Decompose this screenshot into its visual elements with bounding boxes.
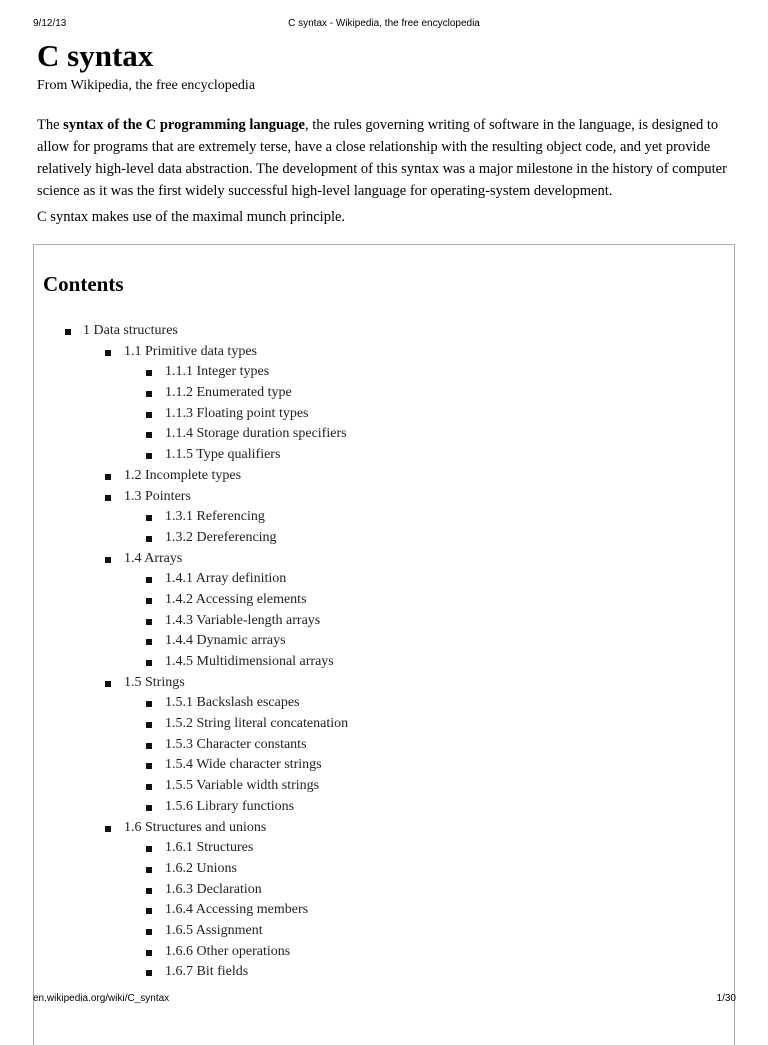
- print-page-number: 1/30: [716, 993, 736, 1004]
- toc-item[interactable]: 1.6.6 Other operations: [34, 942, 348, 963]
- toc-item[interactable]: 1.5.1 Backslash escapes: [34, 693, 348, 714]
- toc-item[interactable]: 1.3 Pointers: [34, 487, 348, 508]
- toc-item[interactable]: 1.1.5 Type qualifiers: [34, 445, 348, 466]
- toc-item[interactable]: 1.6 Structures and unions: [34, 818, 348, 839]
- toc-item[interactable]: 1.1.4 Storage duration specifiers: [34, 424, 348, 445]
- toc-item[interactable]: 1.1.1 Integer types: [34, 362, 348, 383]
- toc-item[interactable]: 1.1 Primitive data types: [34, 342, 348, 363]
- intro-rest: , the rules governing writing of software in the language, is designed to allow for programs that are extremely terse, have a close relationship with the resulting object code, and yet provide relatively high-level data abstraction. The development of this syntax was a major milestone in the history of computer science as it was the first widely successful high-level language for operating-system development.: [37, 117, 727, 199]
- toc-item[interactable]: 1.6.1 Structures: [34, 838, 348, 859]
- toc-title: Contents: [43, 272, 124, 296]
- table-of-contents: [33, 244, 735, 1045]
- toc-item[interactable]: 1.5.5 Variable width strings: [34, 776, 348, 797]
- intro-paragraph: [37, 114, 737, 202]
- print-page-title: C syntax - Wikipedia, the free encyclopedia: [288, 18, 480, 29]
- toc-item[interactable]: 1.3.2 Dereferencing: [34, 528, 348, 549]
- toc-item[interactable]: 1.6.2 Unions: [34, 859, 348, 880]
- intro-start: The: [37, 117, 64, 133]
- toc-item[interactable]: 1.5.2 String literal concatenation: [34, 714, 348, 735]
- page-title: C syntax: [37, 38, 154, 73]
- toc-item[interactable]: 1.6.5 Assignment: [34, 921, 348, 942]
- munch-paragraph: C syntax makes use of the maximal munch principle.: [37, 209, 346, 225]
- print-url: en.wikipedia.org/wiki/C_syntax: [33, 993, 170, 1004]
- site-tagline: From Wikipedia, the free encyclopedia: [37, 78, 256, 93]
- intro-bold-term[interactable]: syntax of the C programming language: [63, 117, 305, 133]
- toc-item[interactable]: 1.4.5 Multidimensional arrays: [34, 652, 348, 673]
- toc-item[interactable]: 1.5.6 Library functions: [34, 797, 348, 818]
- toc-list: [34, 321, 348, 983]
- toc-item[interactable]: 1.4.2 Accessing elements: [34, 590, 348, 611]
- toc-item[interactable]: 1.1.3 Floating point types: [34, 404, 348, 425]
- toc-item[interactable]: 1.4.1 Array definition: [34, 569, 348, 590]
- toc-item[interactable]: 1.3.1 Referencing: [34, 507, 348, 528]
- toc-item[interactable]: 1 Data structures: [34, 321, 348, 342]
- toc-item[interactable]: 1.1.2 Enumerated type: [34, 383, 348, 404]
- toc-item[interactable]: 1.5 Strings: [34, 673, 348, 694]
- toc-item[interactable]: 1.2 Incomplete types: [34, 466, 348, 487]
- toc-item[interactable]: 1.6.4 Accessing members: [34, 900, 348, 921]
- toc-item[interactable]: 1.6.7 Bit fields: [34, 962, 348, 983]
- toc-item[interactable]: 1.5.4 Wide character strings: [34, 755, 348, 776]
- toc-item[interactable]: 1.5.3 Character constants: [34, 735, 348, 756]
- toc-item[interactable]: 1.4 Arrays: [34, 549, 348, 570]
- print-date: 9/12/13: [33, 18, 67, 29]
- toc-item[interactable]: 1.4.3 Variable-length arrays: [34, 611, 348, 632]
- toc-item[interactable]: 1.4.4 Dynamic arrays: [34, 631, 348, 652]
- toc-item[interactable]: 1.6.3 Declaration: [34, 880, 348, 901]
